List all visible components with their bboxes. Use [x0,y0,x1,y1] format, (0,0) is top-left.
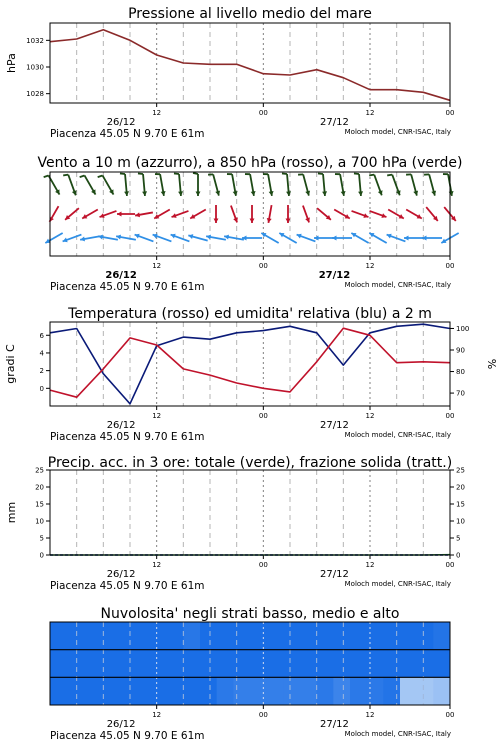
y-tick-label: 15 [456,500,465,509]
location-label: Piacenza 45.05 N 9.70 E 61m [50,128,205,140]
cloud-cell [117,677,134,705]
date-label: 26/12 [106,569,136,580]
wind-arrow-10-m [45,233,62,243]
cloud-cell [200,622,217,650]
wind-arrow-850-hPa [406,210,422,219]
cloud-cell [383,650,400,678]
x-tick-label: 00 [445,262,455,270]
cloud-cell [350,650,367,678]
y-tick-label: 1032 [26,36,44,45]
y-tick-label: 80 [456,368,465,377]
y-axis-label: mm [5,501,18,524]
wind-arrow-850-hPa [250,205,255,223]
y-tick-label: 4 [39,349,44,358]
wind-arrow-850-hPa [135,212,153,217]
wind-arrow-10-m [80,236,100,241]
cloud-cell [100,677,117,705]
wind-arrow-700-hPa [174,173,183,195]
x-tick-label: 12 [365,561,375,569]
wind-arrow-10-m [261,233,278,243]
wind-arrow-10-m [224,235,244,240]
wind-arrow-700-hPa [227,174,238,196]
wind-arrow-700-hPa [354,173,363,195]
date-label: 26/12 [105,270,137,281]
cloud-cell [217,650,234,678]
cloud-cell [267,677,284,705]
wind-arrow-700-hPa [298,174,310,195]
y-tick-label: 0 [456,551,461,560]
wind-arrow-850-hPa [214,205,219,223]
location-label: Piacenza 45.05 N 9.70 E 61m [50,730,205,742]
wind-arrow-850-hPa [303,206,310,223]
cloud-cell [367,677,384,705]
series-line-humidity [50,324,450,404]
series-line-pressure [50,30,450,101]
cloud-cell [267,622,284,650]
chart-title-wind: Vento a 10 m (azzurro), a 850 hPa (rosso), a 700 hPa (verde) [37,155,463,171]
chart-title-clouds: Nuvolosita' negli strati basso, medio e alto [100,606,400,622]
plot-frame [50,322,450,406]
panel-precip [5,455,465,592]
cloud-cell [67,677,84,705]
wind-arrow-700-hPa [369,175,382,196]
cloud-cell [133,677,150,705]
cloud-cell [100,650,117,678]
cloud-cell [367,650,384,678]
y-tick-label: 20 [456,483,465,492]
location-label: Piacenza 45.05 N 9.70 E 61m [50,281,205,293]
cloud-cell [400,650,417,678]
cloud-cell [333,677,350,705]
cloud-cell [283,677,300,705]
model-credit: Moloch model, CNR-ISAC, Italy [344,730,451,738]
cloud-cell [333,622,350,650]
series-line-temperature [50,328,450,397]
wind-arrow-700-hPa [138,173,147,195]
wind-arrow-850-hPa [352,211,369,218]
cloud-cell [400,677,417,705]
cloud-cell [200,650,217,678]
cloud-cell [383,677,400,705]
chart-title-pressure: Pressione al livello medio del mare [128,6,372,22]
x-tick-label: 00 [445,412,455,420]
wind-arrow-10-m [369,233,386,243]
x-tick-label: 12 [152,262,162,270]
wind-arrow-700-hPa [193,173,200,196]
cloud-cell [383,622,400,650]
cloud-cell [50,650,67,678]
y-tick-label: 25 [35,466,44,475]
model-credit: Moloch model, CNR-ISAC, Italy [344,431,451,439]
x-tick-label: 12 [365,711,375,719]
cloud-cell [317,650,334,678]
cloud-cell [267,650,284,678]
wind-arrow-700-hPa [80,175,96,194]
wind-arrow-10-m [116,235,136,240]
wind-arrow-850-hPa [82,210,98,219]
wind-arrow-850-hPa [50,206,59,222]
x-tick-label: 12 [365,109,375,117]
cloud-cell [117,622,134,650]
cloud-cell [217,677,234,705]
cloud-cell [433,650,450,678]
cloud-cell [400,622,417,650]
wind-arrow-700-hPa [44,175,60,194]
cloud-cell [167,650,184,678]
cloud-cell [67,622,84,650]
cloud-cell [417,622,434,650]
cloud-cell [183,622,200,650]
cloud-cell [183,677,200,705]
location-label: Piacenza 45.05 N 9.70 E 61m [50,431,205,443]
date-label: 27/12 [320,719,349,730]
wind-arrow-10-m [351,233,368,243]
date-label: 26/12 [106,117,136,128]
x-tick-label: 12 [152,711,162,719]
wind-arrow-850-hPa [172,211,189,218]
cloud-cell [433,677,450,705]
x-tick-label: 12 [152,109,162,117]
cloud-cell [117,650,134,678]
cloud-cell [133,622,150,650]
cloud-cell [150,650,167,678]
location-label: Piacenza 45.05 N 9.70 E 61m [50,580,205,592]
wind-arrow-700-hPa [245,174,256,196]
wind-arrow-700-hPa [387,175,400,196]
cloud-cell [50,622,67,650]
wind-arrow-10-m [63,235,82,243]
plot-frame [50,470,450,555]
x-tick-label: 12 [152,412,162,420]
panel-clouds [50,606,454,742]
cloud-cell [83,622,100,650]
x-tick-label: 00 [445,561,455,569]
cloud-cell [350,677,367,705]
cloud-cell [167,622,184,650]
x-tick-label: 12 [152,561,162,569]
panel-pressure [5,6,454,140]
cloud-cell [83,650,100,678]
cloud-cell [100,622,117,650]
wind-arrow-850-hPa [426,207,438,221]
y-tick-label: 2 [39,367,44,376]
cloud-cell [250,650,267,678]
cloud-cell [317,622,334,650]
wind-arrow-10-m [171,234,190,242]
cloud-cell [333,650,350,678]
cloud-cell [167,677,184,705]
wind-arrow-850-hPa [100,211,117,218]
x-tick-label: 00 [258,412,268,420]
chart-title-precip: Precip. acc. in 3 ore: totale (verde), frazione solida (tratt.) [47,455,453,471]
y-tick-label: 10 [35,517,44,526]
wind-arrow-700-hPa [318,173,327,195]
y-tick-label: 100 [456,324,470,333]
date-label: 27/12 [320,420,349,431]
cloud-cell [250,677,267,705]
cloud-cell [133,650,150,678]
wind-arrow-700-hPa [120,173,129,195]
y-tick-label: 0 [39,551,44,560]
wind-arrow-700-hPa [424,174,436,195]
cloud-cell [367,622,384,650]
cloud-cell [233,677,250,705]
x-tick-label: 00 [258,711,268,719]
wind-arrow-700-hPa [335,174,346,196]
cloud-cell [200,677,217,705]
cloud-cell [150,622,167,650]
wind-arrow-10-m [404,236,424,241]
wind-arrow-850-hPa [117,212,135,217]
model-credit: Moloch model, CNR-ISAC, Italy [344,128,451,136]
y-tick-label: 90 [456,346,465,355]
wind-arrow-850-hPa [267,205,272,223]
y-tick-label: 70 [456,389,465,398]
cloud-cell [350,622,367,650]
wind-arrow-850-hPa [317,208,331,220]
wind-arrow-10-m [135,234,154,242]
y-tick-label: 5 [456,534,461,543]
wind-arrow-700-hPa [63,175,76,196]
wind-arrow-700-hPa [406,174,418,195]
x-tick-label: 12 [365,412,375,420]
y-tick-label: 15 [35,500,44,509]
cloud-cell [300,622,317,650]
wind-arrow-850-hPa [388,210,404,219]
wind-arrow-10-m [279,233,296,243]
model-credit: Moloch model, CNR-ISAC, Italy [344,281,451,289]
cloud-cell [417,650,434,678]
date-label: 27/12 [320,117,349,128]
wind-arrow-10-m [332,236,352,241]
wind-arrow-10-m [153,234,172,242]
wind-arrow-10-m [387,234,406,242]
y-tick-label: 1028 [26,90,44,99]
y-axis-label: gradi C [4,344,17,384]
date-label: 27/12 [320,569,349,580]
panel-temp_rh [4,306,498,443]
cloud-cell [50,677,67,705]
cloud-cell [283,622,300,650]
cloud-cell [433,622,450,650]
cloud-cell [83,677,100,705]
cloud-cell [300,677,317,705]
wind-arrow-10-m [188,234,207,240]
y-tick-label: 10 [456,517,465,526]
y-tick-label: 6 [39,331,44,340]
cloud-cell [183,650,200,678]
chart-title-temp_rh: Temperatura (rosso) ed umidita' relativa (blu) a 2 m [68,306,432,322]
cloud-cell [233,622,250,650]
wind-arrow-850-hPa [334,210,350,219]
date-label: 26/12 [106,420,136,431]
wind-arrow-700-hPa [263,174,274,196]
plot-frame [50,23,450,103]
x-tick-label: 00 [445,711,455,719]
y-axis-label-right: % [485,358,498,370]
y-tick-label: 1030 [26,63,44,72]
cloud-cell [233,650,250,678]
wind-arrow-850-hPa [190,210,206,219]
x-tick-label: 00 [258,262,268,270]
y-tick-label: 0 [39,384,44,393]
cloud-cell [250,622,267,650]
cloud-cell [67,650,84,678]
date-label: 26/12 [106,719,136,730]
y-axis-label: hPa [5,53,18,73]
panel-wind [37,155,462,293]
cloud-cell [217,622,234,650]
cloud-cell [300,650,317,678]
model-credit: Moloch model, CNR-ISAC, Italy [344,580,451,588]
wind-arrow-10-m [206,235,226,240]
date-label: 27/12 [318,270,351,281]
wind-arrow-10-m [242,236,262,241]
x-tick-label: 12 [365,262,375,270]
x-tick-label: 00 [258,561,268,569]
x-tick-label: 00 [258,109,268,117]
wind-arrow-700-hPa [98,175,114,194]
wind-arrow-700-hPa [443,174,454,196]
wind-arrow-10-m [98,235,118,240]
cloud-cell [317,677,334,705]
wind-arrow-10-m [297,234,316,242]
cloud-cell [150,677,167,705]
cloud-cell [417,677,434,705]
y-tick-label: 20 [35,483,44,492]
y-tick-label: 25 [456,466,465,475]
cloud-cell [283,650,300,678]
wind-arrow-850-hPa [370,211,387,218]
wind-arrow-10-m [422,236,442,241]
y-tick-label: 5 [39,534,44,543]
x-tick-label: 00 [445,109,455,117]
